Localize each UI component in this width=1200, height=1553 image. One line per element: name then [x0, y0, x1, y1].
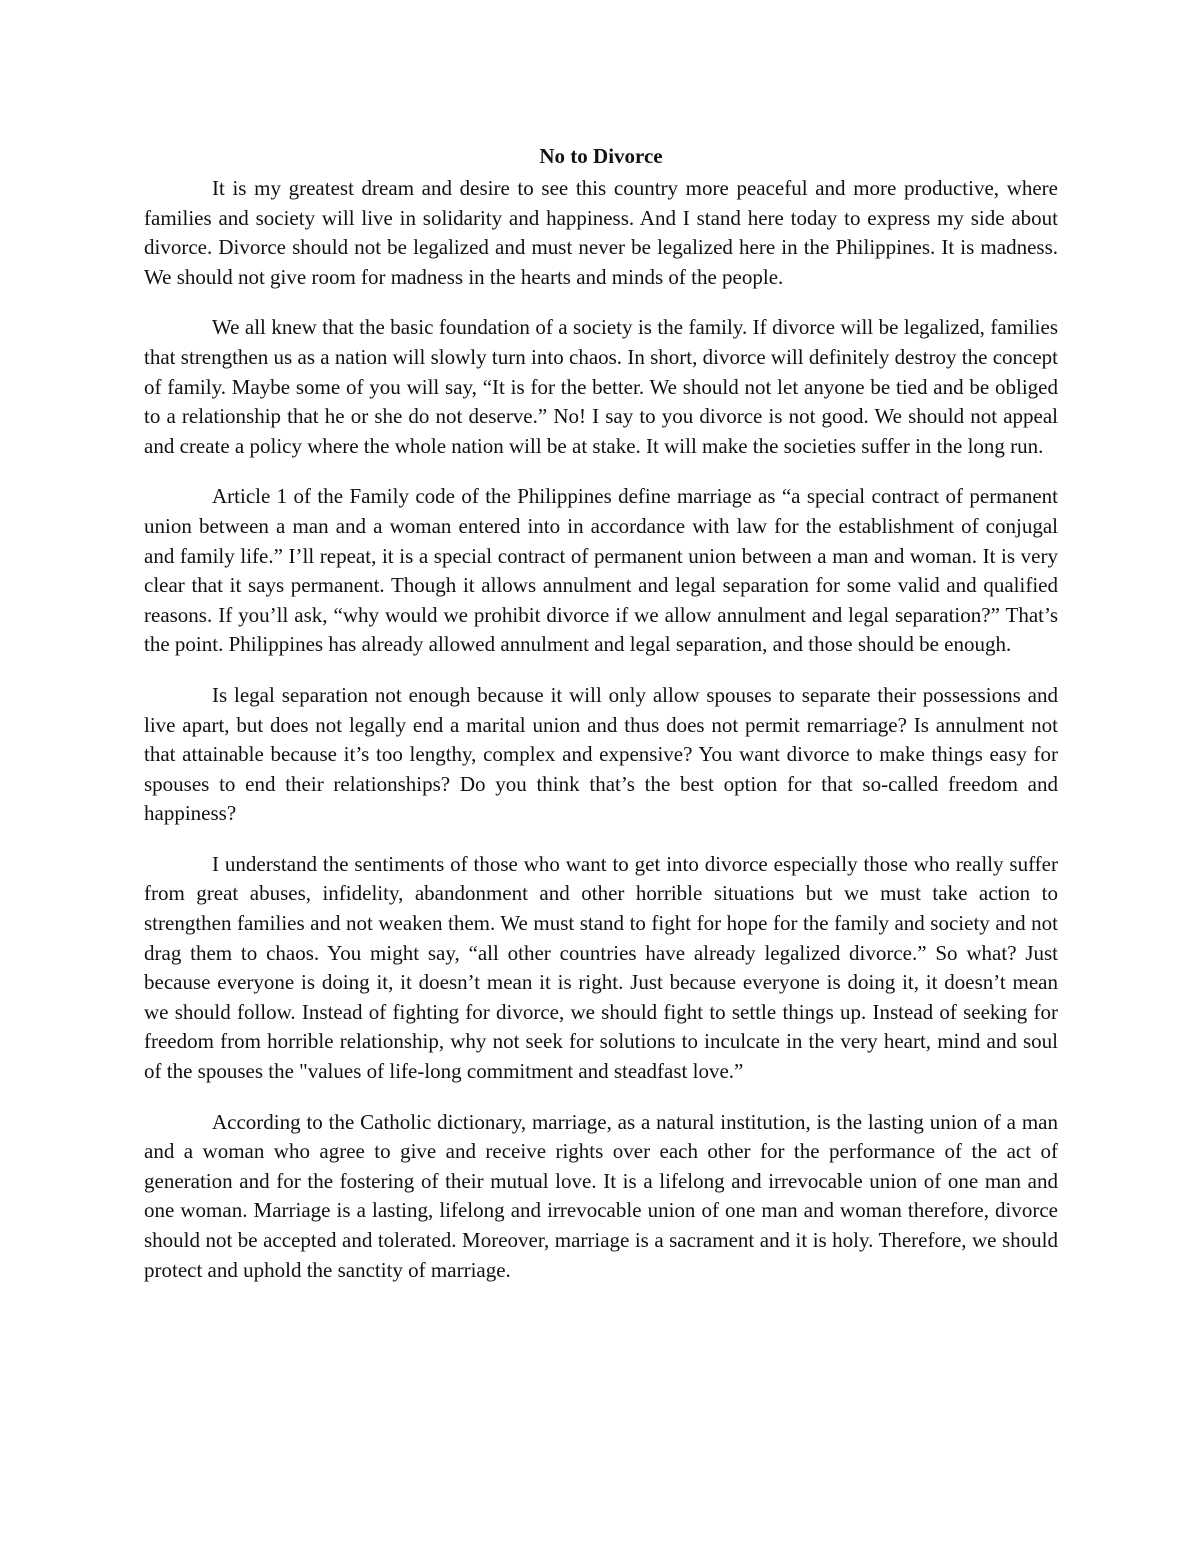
paragraph-5: I understand the sentiments of those who want to get into divorce especially those who really suffer from great abuses, infidelity, abandonment and other horrible situations but we must take action to strengthen families and not weaken them. We must stand to fight for hope for the family and society and not drag them to chaos. You might say, “all other countries have already legalized divorce.” So what? Just because everyone is doing it, it doesn’t mean it is right. Just because everyone is doing it, it doesn’t mean we should follow. Instead of fighting for divorce, we should fight to settle things up. Instead of seeking for freedom from horrible relationship, why not seek for solutions to inculcate in the very heart, mind and soul of the spouses the "values of life-long commitment and steadfast love.”	[144, 851, 1058, 1084]
document-body	[144, 140, 1058, 1306]
paragraph-6: According to the Catholic dictionary, marriage, as a natural institution, is the lasting union of a man and a woman who agree to give and receive rights over each other for the performance of the act of generation and for the fostering of their mutual love. It is a lifelong and irrevocable union of one man and one woman. Marriage is a lasting, lifelong and irrevocable union of one man and woman therefore, divorce should not be accepted and tolerated. Moreover, marriage is a sacrament and it is holy. Therefore, we should protect and uphold the sanctity of marriage.	[144, 1109, 1058, 1282]
paragraph-3: Article 1 of the Family code of the Philippines define marriage as “a special contract of permanent union between a man and a woman entered into in accordance with law for the establishment of conjugal and family life.” I’ll repeat, it is a special contract of permanent union between a man and woman. It is very clear that it says permanent. Though it allows annulment and legal separation for some valid and qualified reasons. If you’ll ask, “why would we prohibit divorce if we allow annulment and legal separation?” That’s the point. Philippines has already allowed annulment and legal separation, and those should be enough.	[144, 484, 1058, 657]
document-title: No to Divorce	[539, 144, 663, 168]
paragraph-4: Is legal separation not enough because it will only allow spouses to separate their possessions and live apart, but does not legally end a marital union and thus does not permit remarriage? Is annulment not that attainable because it’s too lengthy, complex and expensive? You want divorce to make things easy for spouses to end their relationships? Do you think that’s the best option for that so-called freedom and happiness?	[144, 682, 1058, 826]
paragraph-2: We all knew that the basic foundation of a society is the family. If divorce will be legalized, families that strengthen us as a nation will slowly turn into chaos. In short, divorce will definitely destroy the concept of family. Maybe some of you will say, “It is for the better. We should not let anyone be tied and be obliged to a relationship that he or she do not deserve.” No! I say to you divorce is not good. We should not appeal and create a policy where the whole nation will be at stake. It will make the societies suffer in the long run.	[144, 315, 1058, 458]
paragraph-1: It is my greatest dream and desire to see this country more peaceful and more productive, where families and society will live in solidarity and happiness. And I stand here today to express my side about divorce. Divorce should not be legalized and must never be legalized here in the Philippines. It is madness. We should not give room for madness in the hearts and minds of the people.	[144, 176, 1058, 289]
